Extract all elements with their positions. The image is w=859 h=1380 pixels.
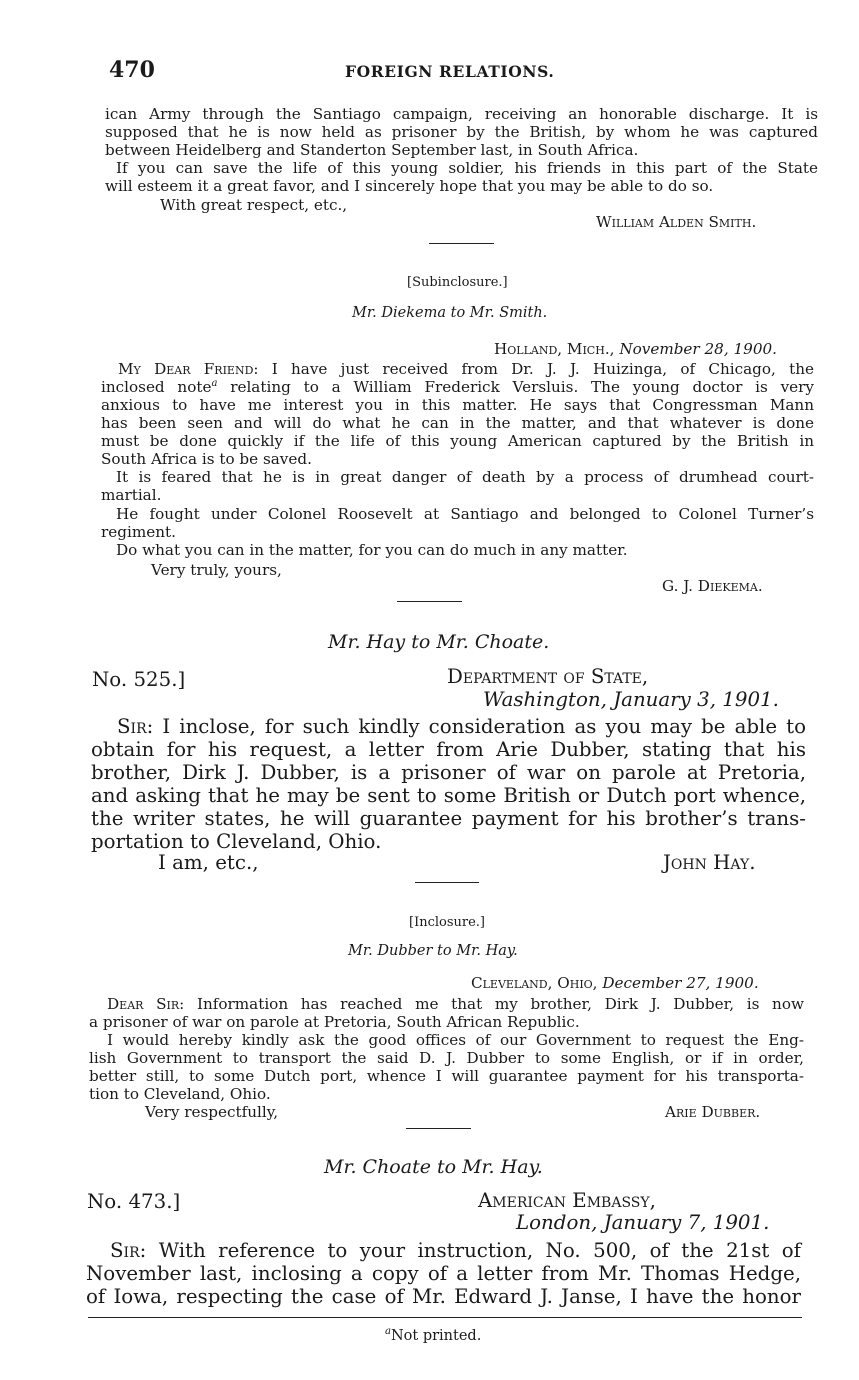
doc3-number: No. 473.]: [87, 1190, 181, 1213]
page-number: 470: [109, 57, 155, 83]
subinclosure-line: Do what you can in the matter, for you can do much in any matter.: [116, 541, 628, 559]
inclosure-line: better still, to some Dutch port, whence I will guarantee payment for his transporta-: [89, 1067, 804, 1085]
body-text: With reference to your instruction, No. 500, of the 21st of: [146, 1239, 801, 1262]
doc3-title: Mr. Choate to Mr. Hay.: [324, 1156, 543, 1178]
inclosure-closing: Very respectfully,: [145, 1103, 279, 1121]
doc2-line: portation to Cleveland, Ohio.: [91, 830, 382, 853]
salutation: Sir:: [110, 1239, 147, 1262]
doc3-place: London,: [516, 1211, 598, 1234]
doc2-closing: I am, etc.,: [158, 851, 259, 874]
subinclosure-line: must be done quickly if the life of this young American captured by the British in: [101, 432, 814, 450]
doc3-sender: American Embassy,: [478, 1189, 656, 1212]
subinclosure-line: He fought under Colonel Roosevelt at Santiago and belonged to Colonel Turner’s: [116, 505, 814, 523]
inclosure-line: I would hereby kindly ask the good offices of our Government to request the Eng-: [107, 1031, 804, 1049]
doc3-dateline: [516, 1212, 769, 1235]
letter1-line: between Heidelberg and Standerton September last, in South Africa.: [105, 141, 639, 159]
doc2-sender: Department of State,: [447, 665, 649, 688]
footnote: [385, 1328, 481, 1345]
running-title: FOREIGN RELATIONS.: [345, 62, 555, 81]
doc2-line: and asking that he may be sent to some British or Dutch port whence,: [91, 784, 806, 807]
doc2-number: No. 525.]: [92, 668, 186, 691]
letter1-line: If you can save the life of this young soldier, his friends in this part of the State: [116, 159, 818, 177]
doc3-date: January 7, 1901.: [603, 1211, 770, 1234]
inclosure-signature: Arie Dubber.: [665, 1103, 761, 1121]
letter1-signature: William Alden Smith.: [596, 213, 757, 231]
subinclosure-closing: Very truly, yours,: [151, 561, 282, 579]
inclosure-place: Cleveland, Ohio,: [471, 974, 598, 992]
subinclosure-place: Holland, Mich.,: [494, 340, 615, 358]
subinclosure-line: martial.: [101, 486, 162, 504]
inclosure-label: [Inclosure.]: [409, 915, 486, 930]
letter1-line: will esteem it a great favor, and I sincerely hope that you may be able to do so.: [105, 177, 714, 195]
doc2-line: the writer states, he will guarantee payment for his brother’s trans-: [91, 807, 806, 830]
doc2-place: Washington,: [483, 688, 607, 711]
subinclosure-dateline: [494, 341, 777, 358]
doc2-line: obtain for his request, a letter from Arie Dubber, stating that his: [91, 738, 806, 761]
letter1-line: supposed that he is now held as prisoner by the British, by whom he was captured: [105, 123, 818, 141]
doc2-line: brother, Dirk J. Dubber, is a prisoner of war on parole at Pretoria,: [91, 761, 806, 784]
doc2-dateline: [483, 689, 779, 712]
doc2-date: January 3, 1901.: [613, 688, 779, 711]
doc3-line: of Iowa, respecting the case of Mr. Edward J. Janse, I have the honor: [86, 1285, 801, 1308]
inclosure-line: a prisoner of war on parole at Pretoria, South African Republic.: [89, 1013, 580, 1031]
subinclosure-line: It is feared that he is in great danger of death by a process of drumhead court-: [116, 468, 814, 486]
letter1-line: ican Army through the Santiago campaign, receiving an honorable discharge. It is: [105, 105, 818, 123]
subinclosure-line: anxious to have me interest you in this matter. He says that Congressman Mann: [101, 396, 814, 414]
body-text: I have just received from Dr. J. J. Huizinga, of Chicago, the: [258, 360, 814, 378]
section-divider: [429, 243, 494, 244]
inclosure-title: Mr. Dubber to Mr. Hay.: [348, 943, 518, 959]
subinclosure-line: regiment.: [101, 523, 176, 541]
footnote-marker: a: [385, 1326, 391, 1338]
inclosure-line: lish Government to transport the said D. J. Dubber to some English, or if in order,: [89, 1049, 804, 1067]
body-text: inclosed note: [101, 378, 212, 396]
salutation: My Dear Friend:: [118, 360, 259, 378]
body-text: relating to a William Frederick Versluis. The young doctor is very: [217, 378, 814, 396]
footnote-text: Not printed.: [390, 1328, 482, 1344]
doc2-title: Mr. Hay to Mr. Choate.: [328, 631, 550, 653]
doc2-signature: John Hay.: [663, 851, 756, 874]
subinclosure-line: South Africa is to be saved.: [101, 450, 312, 468]
subinclosure-signature: G. J. Diekema.: [662, 577, 763, 595]
salutation: Dear Sir:: [107, 995, 185, 1013]
inclosure-line: tion to Cleveland, Ohio.: [89, 1085, 271, 1103]
inclosure-dateline: [471, 975, 759, 992]
section-divider: [415, 882, 479, 883]
subinclosure-line: has been seen and will do what he can in the matter, and that whatever is done: [101, 414, 814, 432]
subinclosure-date: November 28, 1900.: [619, 340, 777, 358]
section-divider: [406, 1128, 471, 1129]
section-divider: [397, 601, 462, 602]
footnote-marker: a: [211, 377, 218, 389]
subinclosure-label: [Subinclosure.]: [407, 275, 508, 290]
salutation: Sir:: [117, 715, 154, 738]
letter1-closing: With great respect, etc.,: [160, 196, 348, 214]
body-text: Information has reached me that my brother, Dirk J. Dubber, is now: [184, 995, 804, 1013]
doc3-line: November last, inclosing a copy of a letter from Mr. Thomas Hedge,: [86, 1262, 801, 1285]
subinclosure-title: Mr. Diekema to Mr. Smith.: [352, 305, 548, 321]
inclosure-date: December 27, 1900.: [602, 974, 759, 992]
footnote-rule: [88, 1317, 802, 1318]
body-text: I inclose, for such kindly consideration as you may be able to: [153, 715, 806, 738]
